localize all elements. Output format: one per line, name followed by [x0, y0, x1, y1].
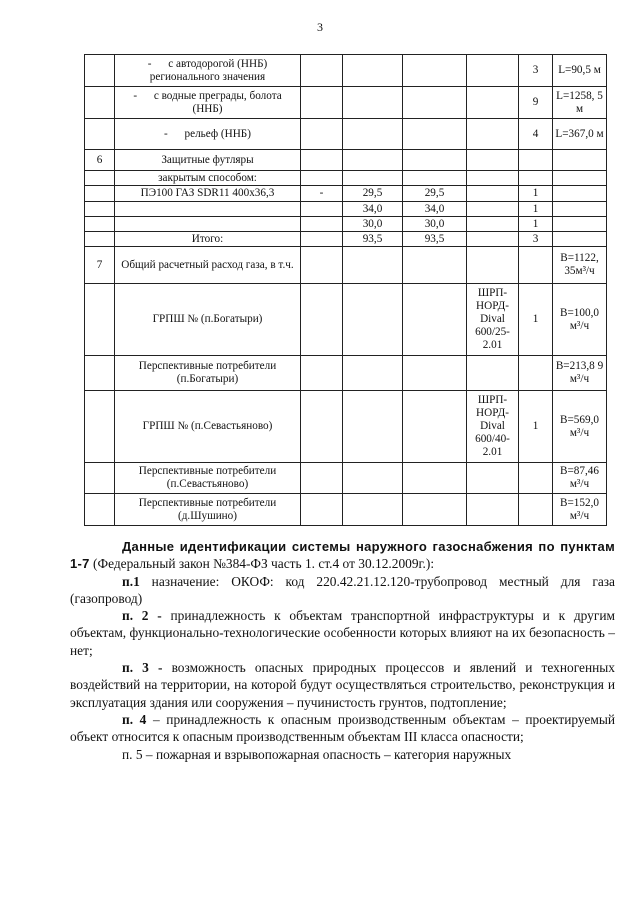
row-note: L=90,5 м	[553, 55, 607, 87]
total-a: 93,5	[343, 232, 403, 247]
row-label: ГРПШ № (п.Севастьяново)	[115, 391, 301, 463]
row-title: Защитные футляры	[115, 150, 301, 171]
section-heading: Данные идентификации системы наружного газоснабжения по пунктам 1-7 (Федеральный закон №384-ФЗ часть 1. ст.4 от 30.12.2009г.):	[70, 539, 615, 572]
length-a: 29,5	[343, 186, 403, 202]
row-title: Общий расчетный расход газа, в т.ч.	[115, 247, 301, 284]
row-number: 6	[85, 150, 115, 171]
row-note: В=87,46 м³/ч	[553, 463, 607, 494]
pipe-label: ПЭ100 ГАЗ SDR11 400х36,3	[115, 186, 301, 202]
table-row	[85, 202, 607, 217]
row-qty: 1	[519, 202, 553, 217]
total-label: Итого:	[115, 232, 301, 247]
row-qty: 4	[519, 119, 553, 150]
row-note: В=100,0 м³/ч	[553, 284, 607, 356]
row-qty: 1	[519, 391, 553, 463]
length-a: 34,0	[343, 202, 403, 217]
row-label: - рельеф (ННБ)	[115, 119, 301, 150]
row-label: Перспективные потребители (п.Севастьяново)	[115, 463, 301, 494]
table-row	[85, 247, 607, 284]
row-note: L=1258, 5 м	[553, 87, 607, 119]
row-label: - с водные преграды, болота (ННБ)	[115, 87, 301, 119]
row-qty: 1	[519, 186, 553, 202]
row-note: В=152,0 м³/ч	[553, 494, 607, 526]
table-row	[85, 284, 607, 356]
table-row	[85, 55, 607, 87]
table-row	[85, 119, 607, 150]
row-label: - с автодорогой (ННБ) регионального значения	[115, 55, 301, 87]
table-row	[85, 391, 607, 463]
specification-table	[84, 54, 607, 526]
row-qty: 1	[519, 217, 553, 232]
identification-text	[70, 538, 615, 763]
table-row	[85, 186, 607, 202]
total-qty: 3	[519, 232, 553, 247]
length-a: 30,0	[343, 217, 403, 232]
paragraph-1: п.1 назначение: ОКОФ: код 220.42.21.12.120-трубопровод местный для газа (газопровод)	[70, 573, 615, 606]
total-b: 93,5	[403, 232, 467, 247]
table-row	[85, 217, 607, 232]
table-row	[85, 171, 607, 186]
paragraph-3: п. 3 - возможность опасных природных процессов и явлений и техногенных воздействий на территории, на которой будут осуществляться строительство, реконструкция и эксплуатация здания или сооружения – пучинистость грунтов, подтопление;	[70, 660, 615, 710]
row-note: В=569,0 м³/ч	[553, 391, 607, 463]
row-label: ГРПШ № (п.Богатыри)	[115, 284, 301, 356]
paragraph-2: п. 2 - принадлежность к объектам транспортной инфраструктуры и к другим объектам, функционально-технологические особенности которых влияют на их безопасность – нет;	[70, 608, 615, 658]
length-b: 29,5	[403, 186, 467, 202]
pipe-dash: -	[301, 186, 343, 202]
row-note: L=367,0 м	[553, 119, 607, 150]
row-model: ШРП-НОРД-Dival 600/25-2.01	[467, 284, 519, 356]
row-note: В=1122, 35м³/ч	[553, 247, 607, 284]
row-number: 7	[85, 247, 115, 284]
table-row	[85, 87, 607, 119]
table-row	[85, 232, 607, 247]
row-qty: 9	[519, 87, 553, 119]
row-qty: 3	[519, 55, 553, 87]
paragraph-4: п. 4 – принадлежность к опасным производственным объектам – проектируемый объект относится к опасным производственным объектам III класса опасности;	[70, 711, 616, 745]
row-note: В=213,8 9 м³/ч	[553, 356, 607, 391]
row-label: Перспективные потребители (д.Шушино)	[115, 494, 301, 526]
table-row	[85, 150, 607, 171]
row-model: ШРП-НОРД-Dival 600/40-2.01	[467, 391, 519, 463]
row-qty: 1	[519, 284, 553, 356]
length-b: 34,0	[403, 202, 467, 217]
table-row	[85, 356, 607, 391]
row-label: Перспективные потребители (п.Богатыри)	[115, 356, 301, 391]
length-b: 30,0	[403, 217, 467, 232]
paragraph-5: п. 5 – пожарная и взрывопожарная опасность – категория наружных	[122, 746, 512, 762]
page-number: 3	[317, 20, 323, 34]
table-row	[85, 494, 607, 526]
table-row	[85, 463, 607, 494]
row-subtitle: закрытым способом:	[115, 171, 301, 186]
